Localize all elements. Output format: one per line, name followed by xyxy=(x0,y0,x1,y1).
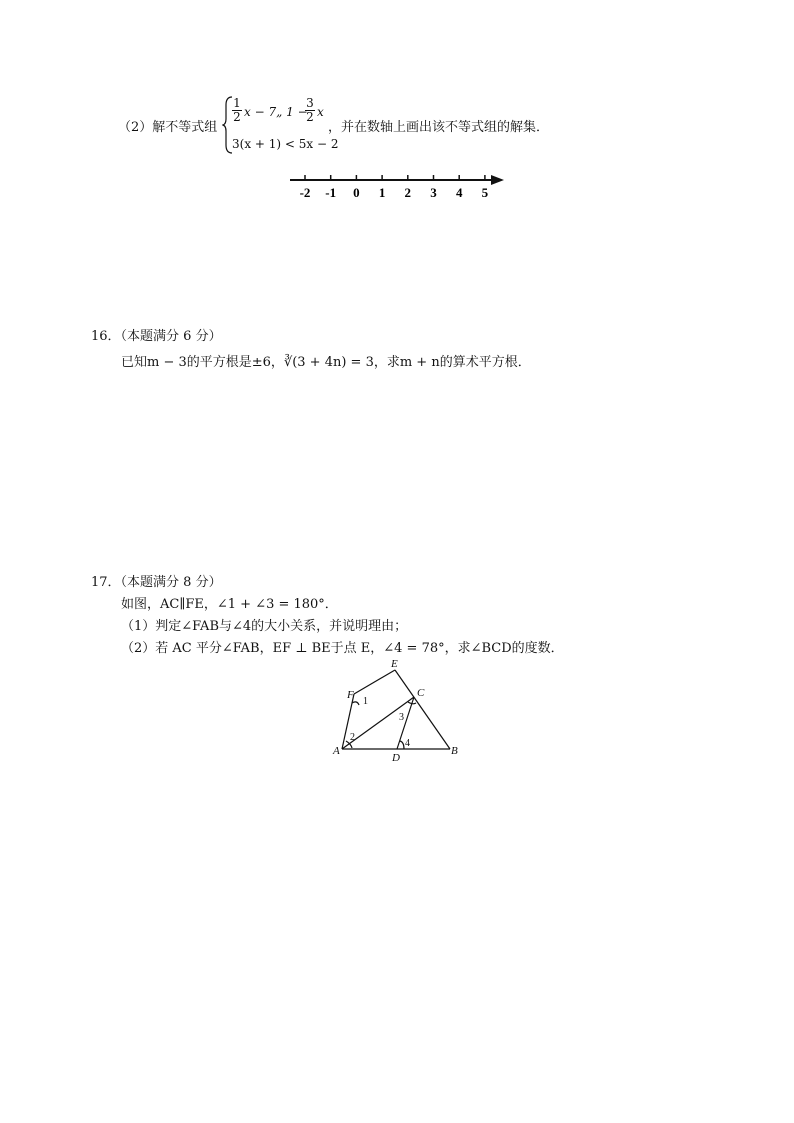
tick-label: 1 xyxy=(378,185,386,200)
point-label-E: E xyxy=(391,658,398,670)
number-line xyxy=(288,170,508,204)
geometry-figure xyxy=(330,655,470,767)
tick-label: -1 xyxy=(325,185,337,200)
q16-header: 16．（本题满分 6 分） xyxy=(91,329,222,344)
angle-label-4: 4 xyxy=(405,738,410,749)
fraction-one-half: 1 2 xyxy=(233,96,241,124)
fraction-three-halves: 3 2 xyxy=(306,96,314,124)
angle-label-1: 1 xyxy=(363,696,368,707)
tick-label: 4 xyxy=(455,185,463,200)
tick-label: 5 xyxy=(481,185,489,200)
angle-label-3: 3 xyxy=(399,712,404,723)
inequality-system xyxy=(222,95,342,155)
tick-label: 3 xyxy=(430,185,437,200)
point-label-D: D xyxy=(392,752,400,764)
angle-arc-1 xyxy=(352,702,359,705)
point-label-A: A xyxy=(333,745,340,757)
point-label-F: F xyxy=(347,689,354,701)
part2-label: （2）解不等式组 xyxy=(118,120,218,135)
tick-label: -2 xyxy=(299,185,311,200)
q17-line2: （1）判定∠FAB与∠4的大小关系，并说明理由； xyxy=(121,619,408,634)
inequality-line1-mid: x − 7„ 1 − xyxy=(244,105,308,119)
tick-label: 0 xyxy=(353,185,360,200)
segment-EF xyxy=(354,670,395,694)
tick-label: 2 xyxy=(404,185,412,200)
angle-label-2: 2 xyxy=(350,732,355,743)
part2-instruction: ，并在数轴上画出该不等式组的解集． xyxy=(328,120,550,135)
q17-line1: 如图，AC∥FE，∠1 + ∠3 = 180°． xyxy=(121,597,338,612)
inequality-line2: 3(x + 1) < 5x − 2 xyxy=(232,137,339,151)
inequality-line1-tail: x xyxy=(317,105,324,119)
point-label-B: B xyxy=(451,745,458,757)
arrow-right-icon xyxy=(491,175,504,185)
q17-header: 17．（本题满分 8 分） xyxy=(91,575,222,590)
q16-body: 已知m − 3的平方根是±6，∛(3 + 4n) = 3，求m + n的算术平方根． xyxy=(121,355,531,370)
segment-EB xyxy=(395,670,450,749)
q17-line3: （2）若 AC 平分∠FAB，EF ⊥ BE于点 E，∠4 = 78°，求∠BCD的度数． xyxy=(121,641,564,656)
point-label-C: C xyxy=(417,687,425,699)
angle-arc-4 xyxy=(400,741,404,749)
